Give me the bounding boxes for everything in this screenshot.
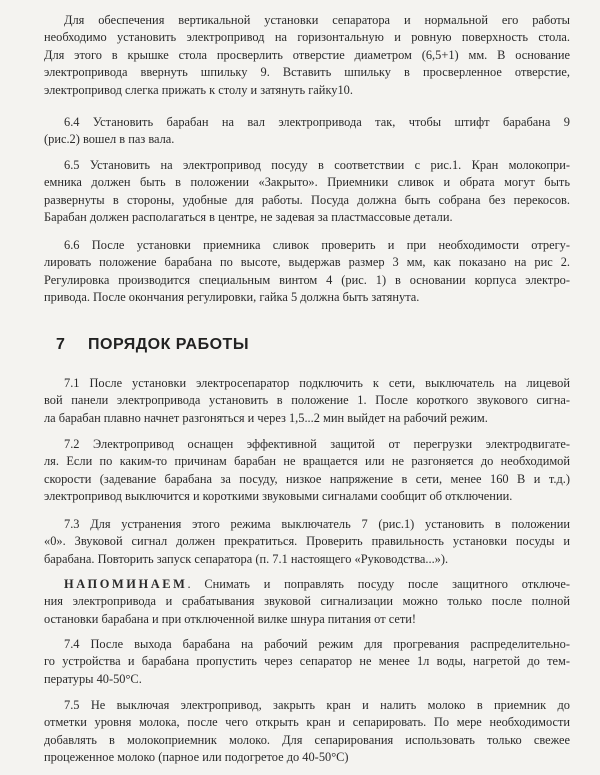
- section-title: ПОРЯДОК РАБОТЫ: [88, 336, 249, 353]
- paragraph-reminder: [44, 576, 570, 628]
- text-line: Барабан должен располагаться в центре, не задевая за пластмассовые детали.: [44, 210, 453, 225]
- text-line: лировать положение барабана по высоте, выдержав размер 3 мм, как показано на рис 2.: [44, 255, 570, 270]
- reminder-label: НАПОМИНАЕМ: [64, 577, 188, 591]
- text-line: развернуты в стороны, удобные для работы. Посуда должна быть собрана без перекосов.: [44, 192, 570, 207]
- text-line: барабана. Повторить запуск сепаратора (п. 7.1 настоящего «Руководства...»).: [44, 551, 449, 566]
- text-line: необходимо установить электропривод на горизонтальную и ровную поверхность стола.: [44, 30, 570, 45]
- text-line: (рис.2) вошел в паз вала.: [44, 132, 175, 147]
- text-line: 7.3 Для устранения этого режима выключатель 7 (рис.1) установить в положении: [64, 517, 570, 531]
- reminder-text: . Снимать и поправлять посуду после защитного отключе-: [187, 577, 570, 591]
- text-line: 7.4 После выхода барабана на рабочий режим для прогревания распределительно-: [64, 637, 570, 651]
- text-line: привода. После окончания регулировки, гайка 5 должна быть затянута.: [44, 290, 420, 305]
- paragraph-7-5: [44, 697, 570, 767]
- paragraph-6-4: [44, 114, 570, 149]
- text-line: 6.6 После установки приемника сливок проверить и при необходимости отрегу-: [64, 238, 570, 252]
- text-line: остановки барабана и при отключенной вилке шнура питания от сети!: [44, 611, 417, 626]
- paragraph-6-6: [44, 237, 570, 307]
- text-line: добавлять в молокоприемник молоко. Для сепарирования использовать только свежее: [44, 732, 570, 747]
- text-line: 7.2 Электропривод оснащен эффективной защитой от перегрузки электродвигате-: [64, 437, 570, 451]
- text-line: ла барабан плавно начнет разгоняться и через 1,5...2 мин выйдет на рабочий режим.: [44, 410, 488, 425]
- text-line: 7.5 Не выключая электропривод, закрыть кран и налить молоко в приемник до: [64, 698, 570, 712]
- text-line: ния электропривода и срабатывания звуковой сигнализации можно только после полной: [44, 594, 570, 609]
- text-line: Для этого в крышке стола просверлить отверстие диаметром (6,5+1) мм. В основание: [44, 47, 570, 62]
- text-line: емника должен быть в положении «Закрыто». Приемники сливок и обрата могут быть: [44, 175, 570, 190]
- text-line: вой панели электропривода установить в положение 1. После короткого звукового сигна-: [44, 393, 570, 408]
- section-number: 7: [56, 336, 66, 353]
- text-line: электропривода ввернуть шпильку 9. Вставить шпильку в просверленное отверстие,: [44, 65, 570, 80]
- paragraph-7-2: [44, 436, 570, 506]
- text-line: ля. Если по каким-то причинам барабан не вращается или не разгоняется до необходимой: [44, 454, 570, 469]
- paragraph-6-5: [44, 157, 570, 227]
- text-line: Для обеспечения вертикальной установки сепаратора и нормальной его работы: [64, 13, 570, 27]
- text-line: процеженное молоко (парное или подогретое до 40-50°С): [44, 750, 349, 765]
- text-line: «0». Звуковой сигнал должен прекратиться. Проверить правильность установки посуды и: [44, 534, 570, 549]
- text-line: го устройства и барабана пропустить через сепаратор не менее 1л воды, нагретой до тем-: [44, 654, 570, 669]
- paragraph-7-1: [44, 375, 570, 427]
- text-line: 7.1 После установки электросепаратор подключить к сети, выключатель на лицевой: [64, 376, 570, 390]
- text-line: пературы 40-50°С.: [44, 671, 142, 686]
- text-line: электропривод выключится и короткими звуковыми сигналами сообщит об отключении.: [44, 489, 513, 504]
- text-line: 6.4 Установить барабан на вал электропривода так, чтобы штифт барабана 9: [64, 115, 570, 129]
- section-heading: [56, 336, 249, 354]
- text-line: скорости (задевание барабана за посуду, низкое напряжение в сети, менее 160 В и т.д.): [44, 471, 570, 486]
- paragraph-7-3: [44, 516, 570, 568]
- paragraph-7-4: [44, 636, 570, 688]
- text-line: Регулировка производится специальным винтом 4 (рис. 1) в основании корпуса электро-: [44, 272, 570, 287]
- text-line: 6.5 Установить на электропривод посуду в соответствии с рис.1. Кран молокопри-: [64, 158, 570, 172]
- text-line: отметки уровня молока, после чего открыть кран и сепарировать. По мере необходимости: [44, 715, 570, 730]
- paragraph-setup-table: [44, 12, 570, 99]
- text-line: [44, 576, 570, 593]
- text-line: электропривод слегка прижать к столу и затянуть гайку10.: [44, 82, 353, 97]
